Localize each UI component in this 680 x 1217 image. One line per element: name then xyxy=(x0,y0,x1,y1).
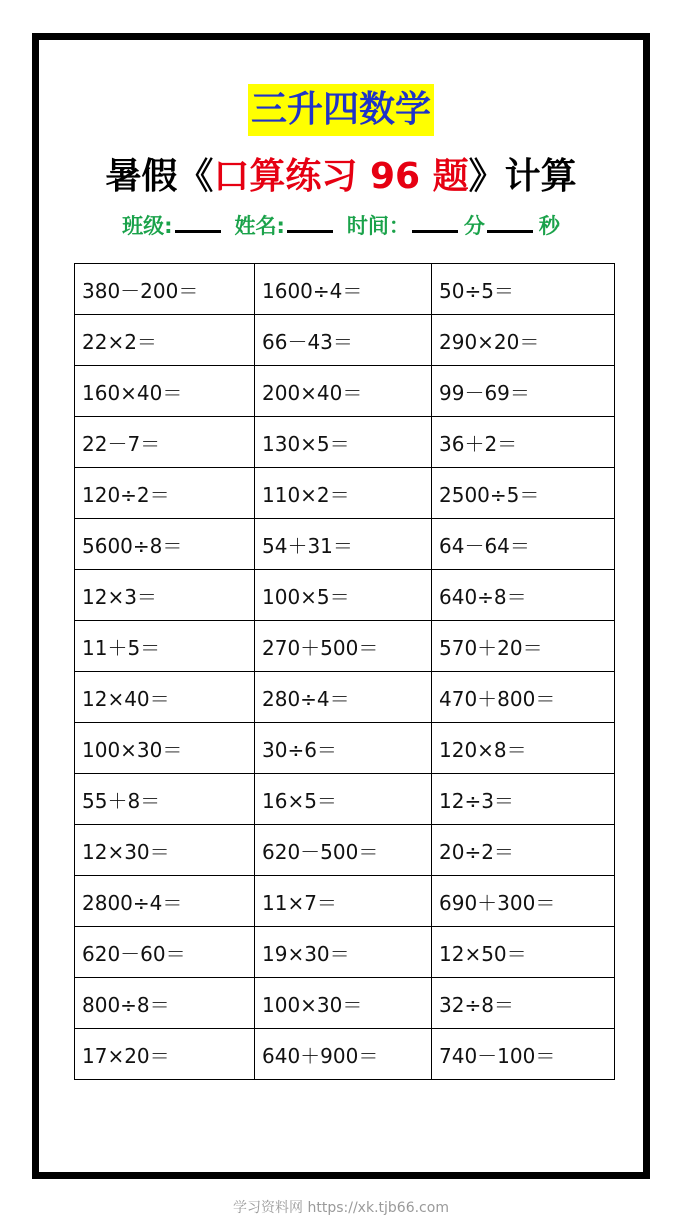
problem-cell: 1600÷4＝ xyxy=(255,264,432,315)
problem-cell: 50÷5＝ xyxy=(432,264,615,315)
table-row xyxy=(75,1029,615,1080)
problem-cell: 16×5＝ xyxy=(255,774,432,825)
problem-cell: 22×2＝ xyxy=(75,315,255,366)
class-label: 班级: xyxy=(122,214,173,238)
problem-cell: 160×40＝ xyxy=(75,366,255,417)
problem-cell: 690＋300＝ xyxy=(432,876,615,927)
problem-cell: 32÷8＝ xyxy=(432,978,615,1029)
problem-cell: 2800÷4＝ xyxy=(75,876,255,927)
problem-cell: 55＋8＝ xyxy=(75,774,255,825)
table-row xyxy=(75,774,615,825)
problem-cell: 620－500＝ xyxy=(255,825,432,876)
problem-cell: 11＋5＝ xyxy=(75,621,255,672)
time-label: 时间： xyxy=(346,214,410,238)
problem-cell: 66－43＝ xyxy=(255,315,432,366)
subtitle-prefix: 暑假《 xyxy=(105,156,214,197)
problem-cell: 2500÷5＝ xyxy=(432,468,615,519)
table-row xyxy=(75,825,615,876)
table-row xyxy=(75,519,615,570)
problem-cell: 740－100＝ xyxy=(432,1029,615,1080)
problem-cell: 100×5＝ xyxy=(255,570,432,621)
problem-table-body xyxy=(75,264,615,1080)
problem-cell: 380－200＝ xyxy=(75,264,255,315)
minute-label: 分 xyxy=(463,214,485,238)
page-border xyxy=(32,33,650,1216)
problem-cell: 22－7＝ xyxy=(75,417,255,468)
table-row xyxy=(75,927,615,978)
problem-cell: 200×40＝ xyxy=(255,366,432,417)
second-label: 秒 xyxy=(538,214,560,238)
table-row xyxy=(75,468,615,519)
problem-cell: 640＋900＝ xyxy=(255,1029,432,1080)
problem-cell: 100×30＝ xyxy=(75,723,255,774)
problem-cell: 20÷2＝ xyxy=(432,825,615,876)
table-row xyxy=(75,621,615,672)
problem-cell: 12×30＝ xyxy=(75,825,255,876)
table-row xyxy=(75,417,615,468)
problem-cell: 620－60＝ xyxy=(75,927,255,978)
problem-cell: 12×3＝ xyxy=(75,570,255,621)
problem-cell: 11×7＝ xyxy=(255,876,432,927)
table-row xyxy=(75,723,615,774)
problem-cell: 290×20＝ xyxy=(432,315,615,366)
minute-blank xyxy=(412,210,458,233)
table-row xyxy=(75,876,615,927)
watermark: 学习资料网 https://xk.tjb66.com xyxy=(233,1200,449,1216)
name-blank xyxy=(287,210,333,233)
problem-cell: 120×8＝ xyxy=(432,723,615,774)
problem-table xyxy=(74,263,615,1080)
table-row xyxy=(75,315,615,366)
problem-cell: 280÷4＝ xyxy=(255,672,432,723)
problem-cell: 800÷8＝ xyxy=(75,978,255,1029)
page-title: 三升四数学 xyxy=(248,84,434,136)
table-row xyxy=(75,978,615,1029)
table-row xyxy=(75,264,615,315)
problem-cell: 110×2＝ xyxy=(255,468,432,519)
problem-cell: 100×30＝ xyxy=(255,978,432,1029)
problem-cell: 120÷2＝ xyxy=(75,468,255,519)
problem-cell: 36＋2＝ xyxy=(432,417,615,468)
problem-cell: 12×40＝ xyxy=(75,672,255,723)
worksheet-subtitle xyxy=(39,152,643,202)
problem-cell: 12÷3＝ xyxy=(432,774,615,825)
problem-cell: 54＋31＝ xyxy=(255,519,432,570)
problem-cell: 12×50＝ xyxy=(432,927,615,978)
problem-cell: 570＋20＝ xyxy=(432,621,615,672)
table-row xyxy=(75,672,615,723)
problem-cell: 17×20＝ xyxy=(75,1029,255,1080)
second-blank xyxy=(487,210,533,233)
problem-cell: 130×5＝ xyxy=(255,417,432,468)
subtitle-highlight: 口算练习 96 题 xyxy=(213,156,469,197)
problem-cell: 270＋500＝ xyxy=(255,621,432,672)
problem-cell: 19×30＝ xyxy=(255,927,432,978)
name-label: 姓名: xyxy=(234,214,285,238)
problem-cell: 5600÷8＝ xyxy=(75,519,255,570)
subtitle-suffix: 》计算 xyxy=(468,156,577,197)
table-row xyxy=(75,570,615,621)
problem-cell: 470＋800＝ xyxy=(432,672,615,723)
student-info-line xyxy=(39,210,643,240)
table-row xyxy=(75,366,615,417)
problem-cell: 30÷6＝ xyxy=(255,723,432,774)
problem-cell: 99－69＝ xyxy=(432,366,615,417)
problem-cell: 640÷8＝ xyxy=(432,570,615,621)
problem-cell: 64－64＝ xyxy=(432,519,615,570)
class-blank xyxy=(175,210,221,233)
title-block xyxy=(39,84,643,136)
